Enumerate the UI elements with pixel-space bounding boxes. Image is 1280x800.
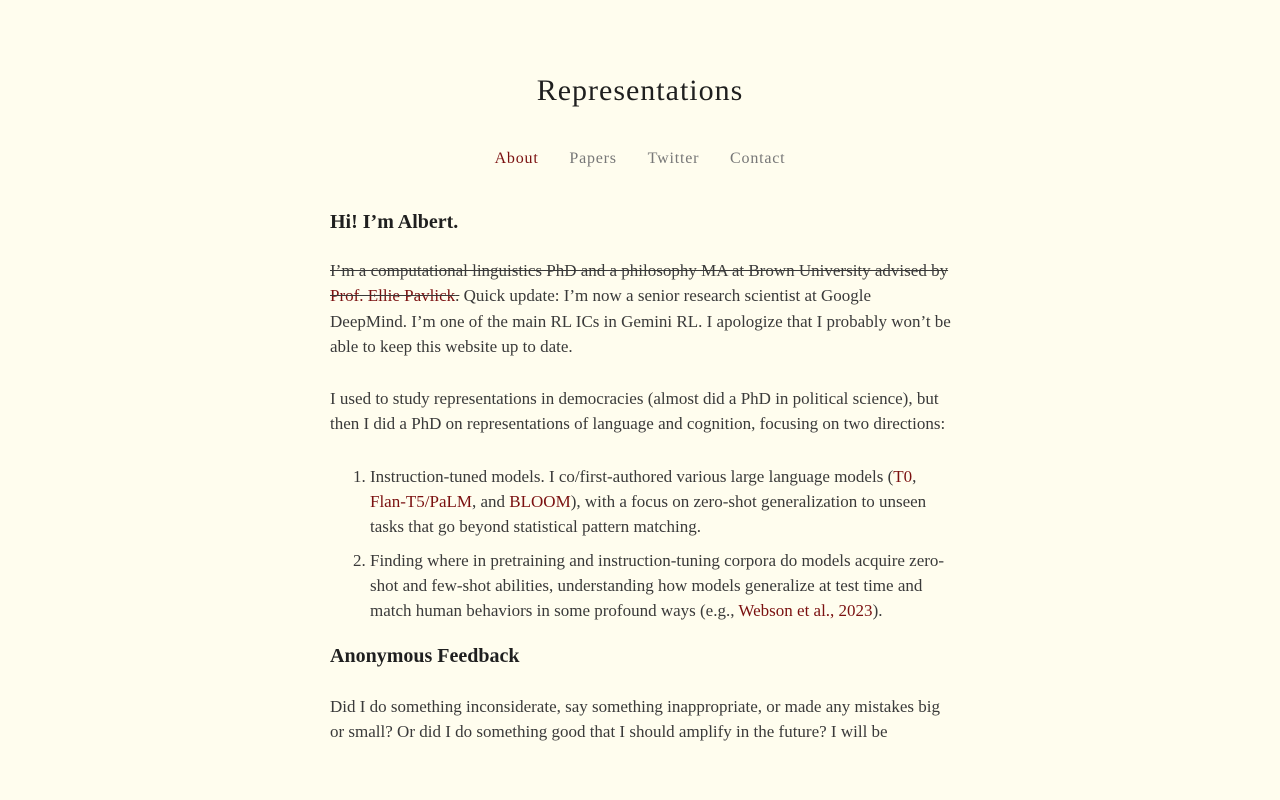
advisor-link[interactable]: Prof. Ellie Pavlick [330, 286, 456, 306]
t0-link[interactable]: T0 [893, 466, 913, 486]
research-directions-list [330, 464, 952, 624]
list-item [370, 464, 952, 540]
main-nav [0, 150, 1280, 168]
webson-link[interactable]: Webson et al., 2023 [738, 601, 873, 621]
nav-item-contact[interactable]: Contact [730, 150, 786, 167]
item2-text-a: Finding where in pretraining and instruction-tuning corpora do models acquire zero-shot and few-shot abilities, understanding how models generalize at test time and match human behaviors in some profound ways (e.g., [370, 550, 945, 621]
item1-separator-1: , [912, 466, 917, 486]
intro-paragraph [330, 258, 952, 359]
intro-update-text: Quick update: I’m now a senior research scientist at Google DeepMind. I’m one of the main RL ICs in Gemini RL. I apologize that I probably won’t be able to keep this website up to date. [330, 286, 951, 356]
item2-text-b: ). [872, 601, 883, 621]
item1-text-b: ), with a focus on zero-shot generalization to unseen tasks that go beyond statistical pattern matching. [370, 492, 927, 537]
nav-item-twitter[interactable]: Twitter [647, 150, 700, 167]
intro-struck-text-part1: I’m a computational linguistics PhD and a philosophy MA at Brown University advised by [330, 261, 949, 280]
main-content [330, 208, 952, 744]
list-item [370, 548, 952, 624]
site-title[interactable]: Representations [536, 74, 744, 107]
item1-text-a: Instruction-tuned models. I co/first-authored various large language models ( [370, 466, 894, 486]
nav-item-about[interactable]: About [494, 150, 539, 167]
greeting-heading: Hi! I’m Albert. [330, 211, 459, 233]
intro-struck-text-part2: . [455, 286, 460, 306]
study-paragraph: I used to study representations in democracies (almost did a PhD in political science), but then I did a PhD on representations of language and cognition, focusing on two directions: [330, 389, 946, 434]
nav-item-papers[interactable]: Papers [569, 150, 617, 167]
item1-separator-2: , and [472, 492, 510, 512]
feedback-paragraph: Did I do something inconsiderate, say something inappropriate, or made any mistakes big or small? Or did I do something good that I should amplify in the future? I will be [330, 696, 940, 741]
bloom-link[interactable]: BLOOM [509, 492, 571, 512]
feedback-heading: Anonymous Feedback [330, 644, 520, 667]
flan-t5-palm-link[interactable]: Flan-T5/PaLM [370, 492, 472, 512]
